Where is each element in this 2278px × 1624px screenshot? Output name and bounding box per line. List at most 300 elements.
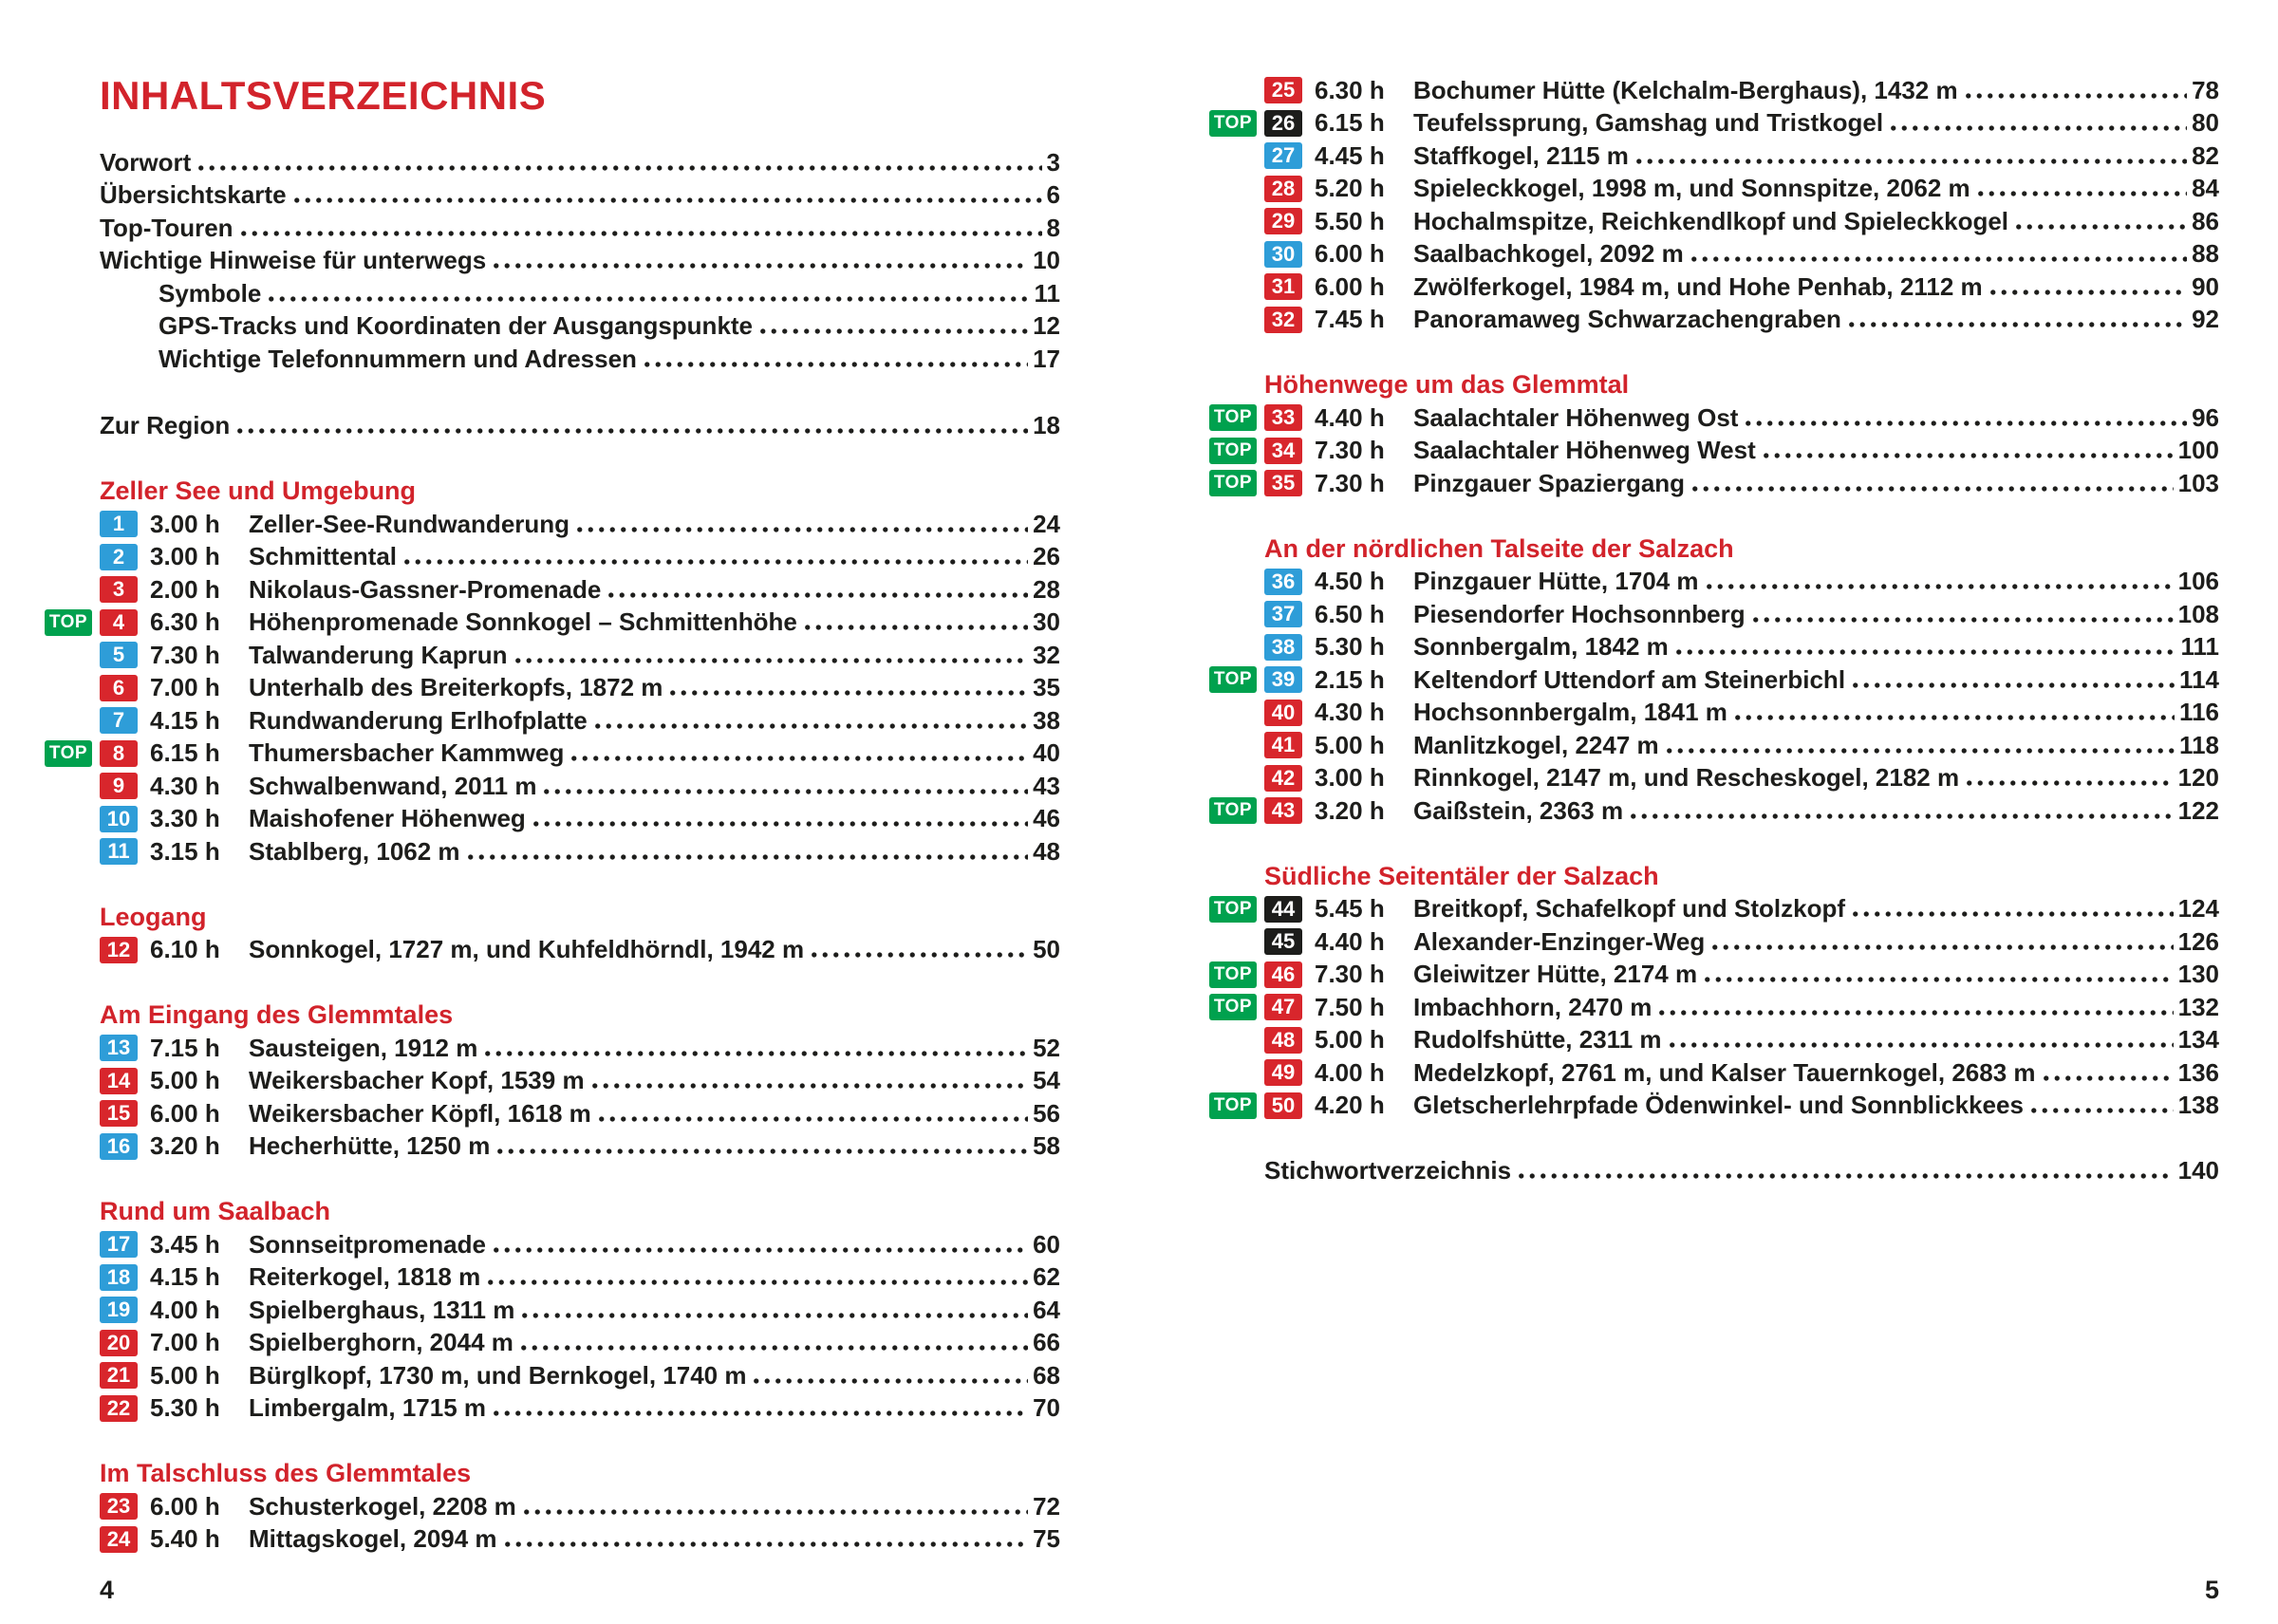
toc-entry: [100, 704, 1060, 737]
entry-label: Unterhalb des Breiterkopfs, 1872 m: [249, 673, 663, 702]
tour-duration: 6.15 h: [150, 738, 220, 768]
tour-duration: 5.20 h: [1315, 174, 1385, 203]
toc-entry: [100, 1065, 1060, 1098]
page-ref: 84: [2192, 174, 2219, 203]
dot-leader: [196, 162, 1041, 174]
dot-leader: [401, 556, 1028, 568]
tour-number-badge: 4: [100, 609, 138, 636]
dot-leader: [519, 1310, 1028, 1321]
dot-leader: [1667, 1039, 2174, 1051]
page-ref: 136: [2177, 1057, 2219, 1087]
entry-label: Hochalmspitze, Reichkendlkopf und Spieleckkogel: [1413, 206, 2009, 235]
top-badge: TOP: [45, 609, 92, 636]
page-ref: 58: [1033, 1131, 1060, 1161]
dot-leader: [1634, 156, 2187, 167]
toc-page-left: [48, 73, 1060, 1556]
toc-entry: [100, 1261, 1060, 1295]
page-ref: 120: [2177, 763, 2219, 793]
toc-entry: [48, 737, 1060, 771]
entry-label: Saalachtaler Höhenweg Ost: [1413, 402, 1739, 432]
page-ref: 75: [1033, 1524, 1060, 1554]
tour-duration: 5.00 h: [1315, 1025, 1385, 1055]
dot-leader: [531, 818, 1028, 830]
toc-entry: [1213, 435, 2219, 468]
toc-entry: [100, 1032, 1060, 1065]
page-ref: 130: [2177, 960, 2219, 989]
page-ref: 50: [1033, 935, 1060, 964]
top-badge: TOP: [45, 740, 92, 767]
tour-number-badge: 18: [100, 1264, 138, 1291]
tour-number-badge: 3: [100, 576, 138, 603]
tour-number-badge: 27: [1264, 142, 1302, 169]
entry-label: Thumersbacher Kammweg: [249, 738, 565, 768]
dot-leader: [1704, 581, 2174, 592]
dot-leader: [266, 293, 1029, 305]
dot-leader: [1732, 712, 2175, 723]
folio-right: 5: [2204, 1576, 2219, 1604]
section-heading: An der nördlichen Talseite der Salzach: [1264, 533, 1734, 563]
dot-leader: [1761, 450, 2174, 461]
tour-duration: 5.40 h: [150, 1524, 220, 1554]
tour-duration: 3.00 h: [150, 542, 220, 571]
toc-section: [100, 1458, 1060, 1557]
tour-duration: 3.20 h: [1315, 795, 1385, 825]
page-ref: 66: [1033, 1328, 1060, 1357]
tour-number-badge: 25: [1264, 77, 1302, 103]
entry-label: GPS-Tracks und Koordinaten der Ausgangspunkte: [159, 311, 754, 341]
dot-leader: [596, 1113, 1028, 1125]
toc-entry: [100, 1392, 1060, 1426]
dot-leader: [1975, 188, 2187, 199]
dot-leader: [485, 1277, 1028, 1288]
tour-number-badge: 37: [1264, 601, 1302, 627]
entry-label: Limbergalm, 1715 m: [249, 1393, 486, 1423]
tour-number-badge: 15: [100, 1100, 138, 1127]
toc-entry: [1264, 1056, 2219, 1090]
page-ref: 26: [1033, 542, 1060, 571]
page-ref: 54: [1033, 1066, 1060, 1095]
section-heading: Am Eingang des Glemmtales: [100, 1000, 454, 1030]
tour-number-badge: 12: [100, 937, 138, 963]
toc-page-right: [1213, 74, 2219, 1187]
entry-label: Rudolfshütte, 2311 m: [1413, 1025, 1662, 1055]
toc-entry: [1264, 1024, 2219, 1057]
entry-label: Höhenpromenade Sonnkogel – Schmittenhöhe: [249, 607, 797, 637]
tour-number-badge: 20: [100, 1330, 138, 1356]
tour-duration: 3.15 h: [150, 836, 220, 866]
top-badge: TOP: [1209, 438, 1257, 464]
tour-duration: 7.00 h: [150, 1328, 220, 1357]
tour-number-badge: 46: [1264, 961, 1302, 988]
tour-number-badge: 23: [100, 1493, 138, 1520]
page-ref: 12: [1033, 311, 1060, 341]
toc-entry: [1264, 598, 2219, 631]
page-ref: 10: [1033, 246, 1060, 275]
entry-label: Spielberghorn, 2044 m: [249, 1328, 513, 1357]
toc-title: INHALTSVERZEICHNIS: [100, 73, 547, 118]
dot-leader: [592, 720, 1028, 732]
toc-entry: [1264, 925, 2219, 959]
toc-entry: [100, 934, 1060, 967]
front-matter-entry: [100, 179, 1060, 213]
page-ref: 111: [2180, 632, 2219, 662]
entry-label: Gleiwitzer Hütte, 2174 m: [1413, 960, 1698, 989]
dot-leader: [606, 589, 1028, 601]
entry-label: Teufelssprung, Gamshag und Tristkogel: [1413, 108, 1884, 138]
tour-duration: 3.45 h: [150, 1229, 220, 1259]
entry-label: Sonnbergalm, 1842 m: [1413, 632, 1669, 662]
tour-number-badge: 48: [1264, 1027, 1302, 1054]
toc-entry: [1213, 794, 2219, 828]
top-badge: TOP: [1209, 961, 1257, 988]
tour-duration: 7.50 h: [1315, 992, 1385, 1021]
page-ref: 62: [1033, 1262, 1060, 1292]
entry-label: Saalbachkogel, 2092 m: [1413, 239, 1684, 269]
toc-entry: [1213, 467, 2219, 500]
dot-leader: [1743, 418, 2187, 429]
entry-label: Symbole: [159, 278, 262, 308]
page-ref: 92: [2192, 305, 2219, 334]
tour-number-badge: 31: [1264, 273, 1302, 300]
tour-number-badge: 10: [100, 806, 138, 832]
toc-entry: [100, 803, 1060, 836]
toc-entry: [100, 1228, 1060, 1261]
dot-leader: [757, 326, 1028, 337]
entry-label: Gaißstein, 2363 m: [1413, 795, 1624, 825]
tour-number-badge: 11: [100, 838, 138, 865]
dot-leader: [2028, 1105, 2174, 1116]
dot-leader: [521, 1506, 1028, 1518]
entry-label: Schusterkogel, 2208 m: [249, 1491, 516, 1521]
entry-label: Sausteigen, 1912 m: [249, 1033, 478, 1062]
dot-leader: [1664, 745, 2175, 756]
page-ref: 126: [2177, 926, 2219, 956]
dot-leader: [1964, 777, 2173, 789]
page-ref: 6: [1046, 180, 1060, 210]
tour-duration: 6.50 h: [1315, 599, 1385, 628]
toc-entry: [100, 639, 1060, 672]
entry-label: Zwölferkogel, 1984 m, und Hohe Penhab, 2112 m: [1413, 271, 1983, 301]
tour-duration: 3.30 h: [150, 804, 220, 833]
entry-label: Bürglkopf, 1730 m, und Bernkogel, 1740 m: [249, 1360, 747, 1390]
entry-label: Übersichtskarte: [100, 180, 287, 210]
toc-entry: [1264, 271, 2219, 304]
entry-label: Stablberg, 1062 m: [249, 836, 460, 866]
page-ref: 18: [1033, 411, 1060, 440]
front-matter-entry: [100, 310, 1060, 344]
dot-leader: [1888, 122, 2187, 134]
tour-number-badge: 32: [1264, 307, 1302, 333]
front-matter-entry: [100, 212, 1060, 245]
toc-entry: [1213, 663, 2219, 697]
entry-label: Breitkopf, Schafelkopf und Stolzkopf: [1413, 894, 1846, 924]
toc-entry: [100, 1490, 1060, 1523]
page-ref: 134: [2177, 1025, 2219, 1055]
tour-number-badge: 16: [100, 1133, 138, 1160]
page-ref: 116: [2179, 698, 2219, 727]
tour-number-badge: 42: [1264, 765, 1302, 792]
tour-number-badge: 17: [100, 1231, 138, 1258]
entry-label: Nikolaus-Gassner-Promenade: [249, 574, 602, 604]
toc-entry: [100, 770, 1060, 803]
front-matter-entry: [100, 410, 1060, 443]
entry-label: Zur Region: [100, 411, 231, 440]
toc-entry: [1264, 729, 2219, 762]
tour-number-badge: 7: [100, 707, 138, 734]
tour-duration: 6.10 h: [150, 935, 220, 964]
dot-leader: [2013, 221, 2187, 233]
tour-number-badge: 38: [1264, 634, 1302, 661]
page-ref: 114: [2179, 664, 2219, 694]
toc-entry: [1264, 631, 2219, 664]
tour-number-badge: 39: [1264, 666, 1302, 693]
entry-label: Zeller-See-Rundwanderung: [249, 509, 570, 538]
tour-duration: 6.00 h: [150, 1491, 220, 1521]
tour-number-badge: 34: [1264, 438, 1302, 464]
tour-number-badge: 5: [100, 642, 138, 668]
tour-duration: 5.00 h: [150, 1360, 220, 1390]
toc-entry: [1213, 991, 2219, 1024]
dot-leader: [809, 949, 1028, 961]
tour-number-badge: 28: [1264, 176, 1302, 202]
top-badge: TOP: [1209, 1092, 1257, 1119]
toc-entry: [100, 1359, 1060, 1392]
page-ref: 132: [2177, 992, 2219, 1021]
front-matter-entry: [100, 146, 1060, 179]
dot-leader: [518, 1342, 1028, 1353]
tour-number-badge: 35: [1264, 470, 1302, 496]
entry-label: Wichtige Telefonnummern und Adressen: [159, 344, 637, 373]
front-matter-entry: [100, 245, 1060, 278]
dot-leader: [465, 851, 1029, 863]
dot-leader: [482, 1048, 1028, 1059]
entry-label: Keltendorf Uttendorf am Steinerbichl: [1413, 664, 1846, 694]
dot-leader: [1846, 319, 2187, 330]
page-ref: 118: [2179, 730, 2219, 759]
toc-entry: [1264, 140, 2219, 173]
toc-entry: [1264, 205, 2219, 238]
front-matter-list: [100, 146, 1060, 442]
toc-entry: [100, 1294, 1060, 1327]
toc-entry: [1264, 304, 2219, 337]
entry-label: Stichwortverzeichnis: [1264, 1156, 1512, 1185]
dot-leader: [1988, 287, 2187, 298]
tour-number-badge: 22: [100, 1395, 138, 1422]
page-ref: 80: [2192, 108, 2219, 138]
toc-entry: [1264, 762, 2219, 795]
toc-section: [1213, 74, 2219, 336]
tour-number-badge: 40: [1264, 700, 1302, 726]
toc-entry: [100, 835, 1060, 868]
tour-duration: 4.00 h: [150, 1295, 220, 1324]
page-ref: 32: [1033, 640, 1060, 669]
entry-label: Saalachtaler Höhenweg West: [1413, 436, 1756, 465]
top-badge: TOP: [1209, 404, 1257, 431]
tour-duration: 4.40 h: [1315, 926, 1385, 956]
tour-duration: 4.15 h: [150, 1262, 220, 1292]
index-entry: [1264, 1155, 2219, 1188]
tour-duration: 5.45 h: [1315, 894, 1385, 924]
entry-label: Alexander-Enzinger-Weg: [1413, 926, 1706, 956]
tour-duration: 5.00 h: [1315, 730, 1385, 759]
tour-number-badge: 33: [1264, 404, 1302, 431]
dot-leader: [1690, 483, 2174, 495]
page-ref: 122: [2177, 795, 2219, 825]
page-ref: 64: [1033, 1295, 1060, 1324]
top-badge: TOP: [1209, 110, 1257, 137]
dot-leader: [574, 524, 1028, 535]
entry-label: Spieleckkogel, 1998 m, und Sonnspitze, 2062 m: [1413, 174, 1970, 203]
toc-entry: [100, 541, 1060, 574]
tour-number-badge: 24: [100, 1526, 138, 1553]
dot-leader: [1702, 974, 2174, 985]
toc-entry: [1264, 697, 2219, 730]
entry-label: Top-Touren: [100, 213, 233, 242]
tour-number-badge: 41: [1264, 732, 1302, 758]
dot-leader: [502, 1539, 1029, 1550]
tour-duration: 3.20 h: [150, 1131, 220, 1161]
entry-label: Mittagskogel, 2094 m: [249, 1524, 497, 1554]
page-ref: 52: [1033, 1033, 1060, 1062]
folio-left: 4: [100, 1576, 115, 1604]
tour-number-badge: 26: [1264, 110, 1302, 137]
tour-duration: 7.30 h: [150, 640, 220, 669]
dot-leader: [1516, 1170, 2174, 1182]
dot-leader: [513, 655, 1029, 666]
entry-label: Sonnkogel, 1727 m, und Kuhfeldhörndl, 1942 m: [249, 935, 805, 964]
toc-entry: [1213, 107, 2219, 140]
tour-duration: 4.15 h: [150, 705, 220, 735]
toc-section: [1213, 532, 2219, 828]
tour-duration: 6.00 h: [150, 1098, 220, 1128]
dot-leader: [802, 622, 1028, 633]
entry-label: Panoramaweg Schwarzachengraben: [1413, 305, 1841, 334]
toc-section: [100, 1196, 1060, 1426]
page-ref: 35: [1033, 673, 1060, 702]
front-matter-entry: [100, 343, 1060, 376]
toc-entry: [100, 1130, 1060, 1164]
tour-duration: 6.00 h: [1315, 239, 1385, 269]
page-ref: 103: [2177, 468, 2219, 497]
dot-leader: [642, 359, 1028, 370]
dot-leader: [1689, 253, 2187, 265]
entry-label: Spielberghaus, 1311 m: [249, 1295, 515, 1324]
page-ref: 140: [2177, 1156, 2219, 1185]
toc-entry: [48, 607, 1060, 640]
toc-entry: [1213, 959, 2219, 992]
tour-number-badge: 50: [1264, 1092, 1302, 1119]
tour-number-badge: 14: [100, 1068, 138, 1094]
page-ref: 38: [1033, 705, 1060, 735]
page-ref: 30: [1033, 607, 1060, 637]
tour-number-badge: 2: [100, 544, 138, 570]
page-ref: 86: [2192, 206, 2219, 235]
dot-leader: [495, 1146, 1028, 1157]
left-sections: [48, 476, 1060, 1557]
tour-number-badge: 13: [100, 1035, 138, 1061]
dot-leader: [1628, 811, 2174, 822]
entry-label: Weikersbacher Kopf, 1539 m: [249, 1066, 585, 1095]
entry-label: Rundwanderung Erlhofplatte: [249, 705, 588, 735]
entry-label: Schwalbenwand, 2011 m: [249, 771, 537, 800]
page-ref: 43: [1033, 771, 1060, 800]
dot-leader: [1709, 942, 2173, 953]
tour-number-badge: 47: [1264, 994, 1302, 1020]
page-ref: 72: [1033, 1491, 1060, 1521]
toc-entry: [1264, 74, 2219, 107]
tour-number-badge: 30: [1264, 241, 1302, 268]
tour-number-badge: 45: [1264, 928, 1302, 955]
top-badge: TOP: [1209, 994, 1257, 1020]
toc-section: [1213, 860, 2219, 1122]
section-heading: Leogang: [100, 902, 207, 931]
tour-duration: 5.30 h: [150, 1393, 220, 1423]
toc-entry: [100, 1327, 1060, 1360]
page-ref: 60: [1033, 1229, 1060, 1259]
entry-label: Talwanderung Kaprun: [249, 640, 508, 669]
entry-label: Pinzgauer Hütte, 1704 m: [1413, 567, 1699, 596]
entry-label: Manlitzkogel, 2247 m: [1413, 730, 1659, 759]
page-ref: 68: [1033, 1360, 1060, 1390]
page-ref: 8: [1046, 213, 1060, 242]
page-ref: 138: [2177, 1091, 2219, 1120]
toc-section: [48, 476, 1060, 868]
tour-duration: 7.15 h: [150, 1033, 220, 1062]
dot-leader: [234, 425, 1028, 437]
tour-number-badge: 21: [100, 1362, 138, 1389]
dot-leader: [569, 753, 1028, 764]
tour-number-badge: 19: [100, 1297, 138, 1323]
tour-duration: 4.20 h: [1315, 1091, 1385, 1120]
entry-label: Schmittental: [249, 542, 398, 571]
tour-duration: 4.40 h: [1315, 402, 1385, 432]
tour-duration: 3.00 h: [150, 509, 220, 538]
tour-number-badge: 43: [1264, 797, 1302, 824]
tour-number-badge: 29: [1264, 208, 1302, 234]
entry-label: Reiterkogel, 1818 m: [249, 1262, 481, 1292]
dot-leader: [491, 1244, 1028, 1256]
tour-duration: 2.00 h: [150, 574, 220, 604]
dot-leader: [291, 195, 1042, 206]
dot-leader: [238, 228, 1042, 239]
toc-entry: [100, 573, 1060, 607]
toc-entry: [100, 1097, 1060, 1130]
page-ref: 96: [2192, 402, 2219, 432]
tour-number-badge: 8: [100, 740, 138, 767]
toc-entry: [1264, 238, 2219, 271]
tour-duration: 7.00 h: [150, 673, 220, 702]
page-ref: 48: [1033, 836, 1060, 866]
top-badge: TOP: [1209, 666, 1257, 693]
dot-leader: [1850, 680, 2175, 691]
section-heading: Südliche Seitentäler der Salzach: [1264, 861, 1659, 890]
section-heading: Im Talschluss des Glemmtales: [100, 1459, 472, 1488]
tour-number-badge: 44: [1264, 896, 1302, 923]
tour-duration: 4.30 h: [150, 771, 220, 800]
toc-section: [100, 999, 1060, 1164]
entry-label: Weikersbacher Köpfl, 1618 m: [249, 1098, 591, 1128]
tour-duration: 4.00 h: [1315, 1057, 1385, 1087]
entry-label: Sonnseitpromenade: [249, 1229, 486, 1259]
tour-duration: 6.00 h: [1315, 271, 1385, 301]
tour-duration: 5.50 h: [1315, 206, 1385, 235]
toc-entry: [1213, 401, 2219, 435]
toc-entry: [1213, 1090, 2219, 1123]
tour-duration: 7.30 h: [1315, 436, 1385, 465]
entry-label: Medelzkopf, 2761 m, und Kalser Tauernkogel, 2683 m: [1413, 1057, 2036, 1087]
tour-number-badge: 36: [1264, 569, 1302, 595]
entry-label: Pinzgauer Spaziergang: [1413, 468, 1686, 497]
